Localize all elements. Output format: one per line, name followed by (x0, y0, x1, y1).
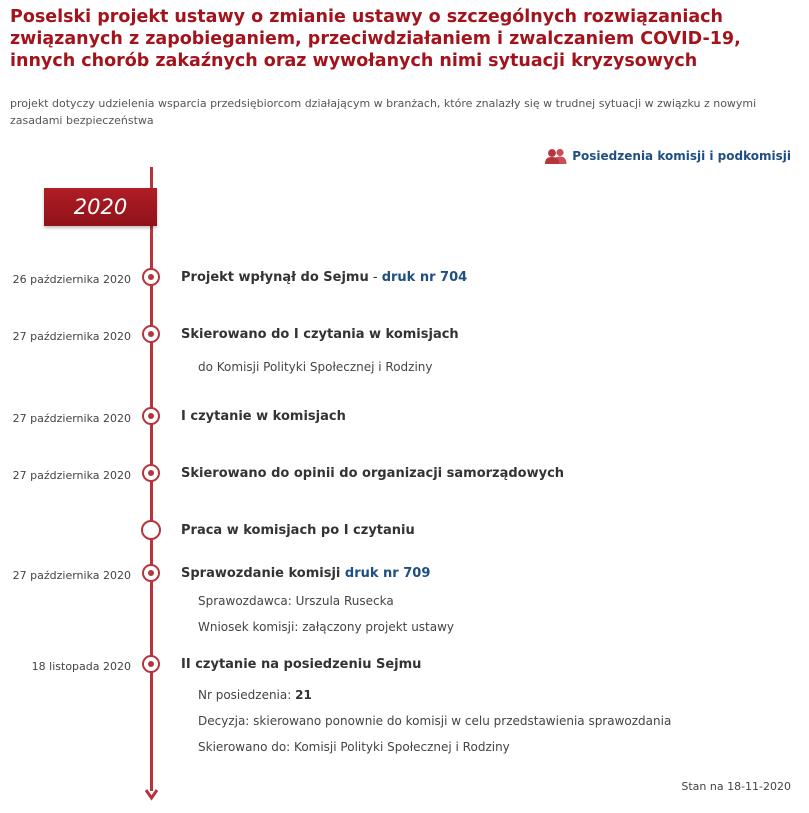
page-subtitle: projekt dotyczy udzielenia wsparcia przedsiębiorcom działającym w branżach, które znalazły się w trudnej sytuacji w związku z nowymi zasadami bezpieczeństwa (10, 97, 757, 127)
timeline-dot (142, 268, 160, 286)
event-detail: Decyzja: skierowano ponownie do komisji w celu przedstawienia sprawozdania (198, 714, 672, 728)
event-detail: do Komisji Polityki Społecznej i Rodziny (198, 360, 433, 374)
year-banner: 2020 (44, 188, 157, 226)
event-title: Projekt wpłynął do Sejmu - druk nr 704 (181, 270, 468, 285)
event-date: 27 października 2020 (12, 569, 131, 582)
page-title: Poselski projekt ustawy o zmianie ustawy o szczególnych rozwiązaniach związanych z zapobieganiem, przeciwdziałaniem i zwalczaniem COVID-19, innych chorób zakaźnych oraz wywołanych nimi sytuacji kryzysowych (10, 7, 741, 71)
status-date: Stan na 18-11-2020 (681, 780, 791, 793)
event-title: Skierowano do I czytania w komisjach (181, 327, 459, 342)
sessions-link-label: Posiedzenia komisji i podkomisji (572, 149, 791, 163)
print-link[interactable]: druk nr 709 (344, 566, 431, 581)
event-detail: Wniosek komisji: załączony projekt ustawy (198, 620, 455, 634)
timeline-dot (142, 325, 160, 343)
event-date: 27 października 2020 (12, 330, 131, 343)
event-title: Sprawozdanie komisji druk nr 709 (181, 566, 431, 581)
event-title: Praca w komisjach po I czytaniu (181, 523, 415, 538)
event-detail: Skierowano do: Komisji Polityki Społecznej i Rodziny (198, 740, 510, 754)
print-link[interactable]: druk nr 704 (381, 270, 468, 285)
event-date: 27 października 2020 (12, 412, 131, 425)
timeline-dot (142, 655, 160, 673)
timeline-dot (142, 564, 160, 582)
sitting-number: Nr posiedzenia: 21 (198, 688, 312, 702)
timeline-dot (142, 407, 160, 425)
timeline-dot (142, 464, 160, 482)
event-date: 18 listopada 2020 (31, 660, 131, 673)
people-icon (545, 148, 567, 164)
event-date: 27 października 2020 (12, 469, 131, 482)
sessions-link[interactable] (545, 148, 791, 164)
event-date: 26 października 2020 (12, 273, 131, 286)
timeline-dot-empty (141, 520, 161, 540)
event-title: I czytanie w komisjach (181, 409, 346, 424)
event-title: Skierowano do opinii do organizacji samorządowych (181, 466, 565, 481)
event-detail: Sprawozdawca: Urszula Rusecka (198, 594, 394, 608)
timeline-arrow-icon (145, 788, 158, 802)
event-title: II czytanie na posiedzeniu Sejmu (181, 657, 422, 672)
